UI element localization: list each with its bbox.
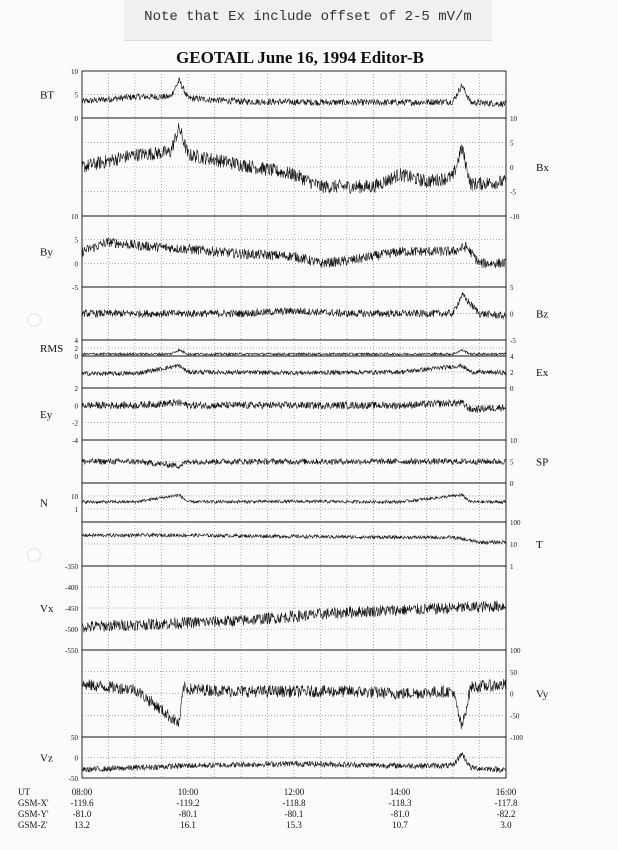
ut-tick-label: 10:00 [177, 787, 199, 797]
tick-label-By: -5 [72, 284, 78, 292]
gsm-value: 13.2 [74, 820, 90, 830]
tick-label-Vy: 100 [510, 647, 521, 655]
tick-label-Vz: -50 [68, 775, 78, 783]
tick-label-Ey: -2 [72, 419, 78, 428]
series-Ey [82, 399, 506, 413]
tick-label-Vz: 50 [71, 734, 78, 742]
panel-label-Ey: Ey [40, 409, 53, 421]
gsm-value: 15.3 [286, 820, 302, 830]
series-T [82, 534, 506, 545]
gsm-value: -119.2 [176, 798, 200, 808]
gsm-value: -80.1 [178, 809, 198, 819]
panel-label-RMS: RMS [40, 343, 64, 355]
tick-label-By: 0 [74, 260, 78, 269]
tick-label-Bx: -5 [510, 188, 516, 197]
panel-label-Vy: Vy [536, 688, 549, 701]
tick-label-Vy: -100 [510, 734, 523, 742]
tick-label-Vy: 0 [510, 690, 514, 699]
tick-label-T: 10 [510, 541, 517, 549]
tick-label-Bx: 5 [510, 139, 514, 148]
tick-label-Bx: 0 [510, 164, 514, 172]
tick-label-Ey: 2 [74, 385, 78, 393]
tick-label-Vy: 50 [510, 668, 517, 677]
tick-label-Ey: 0 [74, 402, 78, 411]
gsm-value: 16.1 [180, 820, 196, 830]
gsm-value: 3.0 [500, 820, 512, 830]
panel-label-T: T [536, 539, 543, 551]
tick-label-Bx: -10 [510, 213, 520, 221]
tick-label-Vx: -450 [65, 605, 78, 613]
panel-label-Vx: Vx [40, 603, 54, 615]
tick-label-RMS: 0 [74, 353, 78, 361]
ut-tick-label: 16:00 [495, 787, 517, 797]
tick-label-Bz: 0 [510, 310, 514, 319]
chart-title: GEOTAIL June 16, 1994 Editor-B [176, 48, 424, 67]
footer-row-label: GSM-Y' [18, 809, 49, 819]
tick-label-Bz: 5 [510, 284, 514, 292]
panel-label-N: N [40, 497, 48, 510]
tick-label-Vx: -500 [65, 626, 78, 634]
tick-label-BT: 0 [74, 115, 78, 123]
offset-note: Note that Ex include offset of 2-5 mV/m [144, 9, 472, 25]
tick-label-Ex: 0 [510, 385, 514, 393]
tick-label-SP: 10 [510, 437, 517, 445]
tick-label-Vx: -350 [65, 563, 78, 571]
gsm-value: -80.1 [284, 809, 304, 819]
tick-label-SP: 5 [510, 458, 514, 467]
tick-label-T: 1 [510, 563, 514, 571]
tick-label-Ex: 4 [510, 353, 514, 361]
tick-label-Ey: -4 [72, 437, 78, 445]
tick-label-RMS: 2 [74, 345, 78, 353]
panel-label-Bx: Bx [536, 162, 549, 174]
tick-label-Vz: 0 [74, 754, 78, 763]
tick-label-By: 10 [71, 213, 78, 221]
panel-label-Bz: Bz [536, 308, 549, 321]
gsm-value: -118.3 [388, 798, 412, 808]
tick-label-T: 100 [510, 519, 521, 527]
tick-label-Vx: -550 [65, 647, 78, 655]
panel-label-By: By [40, 246, 53, 259]
gsm-value: -119.6 [70, 798, 94, 808]
tick-label-Bz: -5 [510, 337, 516, 345]
tick-label-Vy: -50 [510, 712, 520, 721]
gsm-value: -82.2 [496, 809, 516, 819]
gsm-value: -81.0 [72, 809, 92, 819]
gsm-value: -118.8 [282, 798, 306, 808]
tick-label-BT: 10 [71, 68, 78, 76]
tick-label-SP: 0 [510, 480, 514, 488]
gsm-value: -117.8 [494, 798, 518, 808]
panel-frame-Ey [82, 388, 506, 440]
ut-tick-label: 08:00 [71, 787, 93, 797]
footer-row-label: GSM-X' [18, 798, 49, 808]
tick-label-By: 5 [74, 236, 78, 245]
panel-label-BT: BT [40, 89, 55, 102]
panel-label-SP: SP [536, 456, 549, 469]
tick-label-N: 1 [74, 506, 78, 514]
tick-label-Bx: 10 [510, 115, 517, 123]
panel-label-Ex: Ex [536, 367, 549, 379]
ut-tick-label: 14:00 [389, 787, 411, 797]
ut-tick-label: 12:00 [283, 787, 305, 797]
footer-row-label: GSM-Z' [18, 820, 48, 830]
gsm-value: 10.7 [392, 820, 408, 830]
tick-label-BT: 5 [74, 91, 78, 100]
gsm-value: -81.0 [390, 809, 410, 819]
tick-label-RMS: 4 [74, 337, 78, 345]
tick-label-Ex: 2 [510, 369, 514, 377]
series-SP [82, 459, 506, 469]
tick-label-Vx: -400 [65, 584, 78, 592]
panel-label-Vz: Vz [40, 752, 53, 765]
tick-label-N: 10 [71, 493, 78, 501]
footer-row-label: UT [18, 787, 30, 797]
